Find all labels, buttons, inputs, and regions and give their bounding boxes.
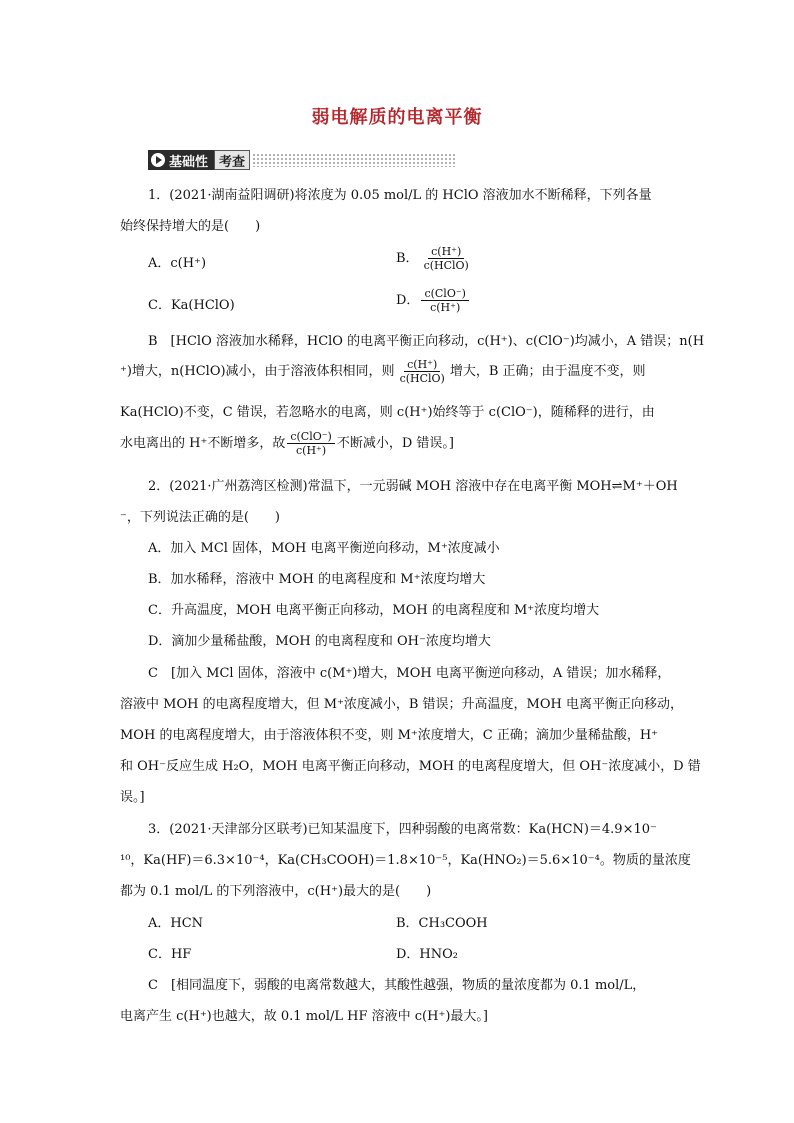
q1-answer-fraction-2 xyxy=(287,430,335,457)
play-icon xyxy=(151,153,165,167)
q3-option-a: A．HCN xyxy=(148,916,204,931)
q3-answer-line1: C [相同温度下，弱酸的电离常数越大，其酸性越强，物质的量浓度都为 0.1 mol/L， xyxy=(148,978,646,993)
q2-option-a: A．加入 MCl 固体，MOH 电离平衡逆向移动，M⁺浓度减小 xyxy=(148,541,500,556)
q1-answer-fraction-1 xyxy=(397,358,448,385)
q3-option-d: D．HNO₂ xyxy=(396,947,459,962)
q1-option-b-fraction xyxy=(421,245,472,272)
q3-option-b: B．CH₃COOH xyxy=(396,916,488,931)
banner-dot-pattern xyxy=(252,153,457,167)
q1-option-d-fraction xyxy=(421,287,469,314)
q1-option-d-label: D． xyxy=(396,292,420,308)
q2-option-c: C．升高温度，MOH 电离平衡正向移动，MOH 的电离程度和 M⁺浓度均增大 xyxy=(148,603,600,618)
q1-answer-line2 xyxy=(120,358,646,385)
banner-label-left xyxy=(148,150,214,170)
banner-left-text: 基础性 xyxy=(169,154,209,170)
q1-option-b xyxy=(396,245,474,272)
fraction-denominator: c(HClO) xyxy=(399,372,445,385)
page-title: 弱电解质的电离平衡 xyxy=(311,107,483,128)
q1-answer-line2-a: ⁺)增大，n(HClO)减小，由于溶液体积相同，则 xyxy=(120,363,395,379)
q1-answer-line3: Ka(HClO)不变，C 错误，若忽略水的电离，则 c(H⁺)始终等于 c(ClO⁻)，随稀释的进行，由 xyxy=(120,405,655,420)
q1-option-b-label: B． xyxy=(396,250,419,266)
q2-answer-line1: C [加入 MCl 固体，溶液中 c(M⁺)增大，MOH 电离平衡逆向移动，A 错误；加水稀释， xyxy=(148,666,671,681)
q2-stem-line2: ⁻，下列说法正确的是( ) xyxy=(120,510,281,525)
q3-option-c: C．HF xyxy=(148,947,192,962)
q3-answer-line2: 电离产生 c(H⁺)也越大，故 0.1 mol/L HF 溶液中 c(H⁺)最大。] xyxy=(120,1009,488,1024)
q2-answer-line3: MOH 的电离程度增大，由于溶液体积不变，则 M⁺浓度增大，C 正确；滴加少量稀盐酸，H⁺ xyxy=(120,728,659,743)
q1-answer-line2-b: 增大，B 正确；由于温度不变，则 xyxy=(449,363,646,379)
q3-stem-line3: 都为 0.1 mol/L 的下列溶液中，c(H⁺)最大的是( ) xyxy=(120,884,432,899)
q2-answer-line2: 溶液中 MOH 的电离程度增大，但 M⁺浓度减小，B 错误；升高温度，MOH 电离平衡正向移动， xyxy=(120,697,683,712)
q1-answer-line4-b: 不断减小，D 错误。] xyxy=(336,435,454,451)
q2-answer-line5: 误。] xyxy=(120,790,145,805)
q1-option-d xyxy=(396,287,471,314)
fraction-numerator: c(H⁺) xyxy=(404,358,440,372)
fraction-numerator: c(H⁺) xyxy=(428,245,464,259)
banner-label-right: 考查 xyxy=(214,150,250,170)
q2-option-d: D．滴加少量稀盐酸，MOH 的电离程度和 OH⁻浓度均增大 xyxy=(148,634,491,649)
q1-stem-line2: 始终保持增大的是( ) xyxy=(120,219,261,234)
q1-answer-line4 xyxy=(120,430,454,457)
q1-answer-line1: B [HClO 溶液加水稀释，HClO 的电离平衡正向移动，c(H⁺)、c(ClO⁻)均减小，A 错误；n(H xyxy=(148,334,705,349)
fraction-denominator: c(H⁺) xyxy=(430,301,461,314)
q1-option-a: A．c(H⁺) xyxy=(148,256,207,271)
q2-stem-line1: 2．(2021·广州荔湾区检测)常温下，一元弱碱 MOH 溶液中存在电离平衡 MOH⇌M⁺＋OH xyxy=(148,479,678,494)
q1-stem-line1: 1．(2021·湖南益阳调研)将浓度为 0.05 mol/L 的 HClO 溶液加水不断稀释，下列各量 xyxy=(148,188,652,203)
q1-answer-line4-a: 水电离出的 H⁺不断增多，故 xyxy=(120,435,286,451)
fraction-denominator: c(H⁺) xyxy=(296,444,327,457)
q3-stem-line1: 3．(2021·天津部分区联考)已知某温度下，四种弱酸的电离常数：Ka(HCN)＝4.9×10⁻ xyxy=(148,822,657,837)
q1-option-c: C．Ka(HClO) xyxy=(148,298,235,313)
fraction-numerator: c(ClO⁻) xyxy=(421,287,469,301)
fraction-denominator: c(HClO) xyxy=(423,259,469,272)
q2-option-b: B．加水稀释，溶液中 MOH 的电离程度和 M⁺浓度均增大 xyxy=(148,572,486,587)
section-banner xyxy=(148,150,457,170)
fraction-numerator: c(ClO⁻) xyxy=(287,430,335,444)
q2-answer-line4: 和 OH⁻反应生成 H₂O，MOH 电离平衡正向移动，MOH 的电离程度增大，但 OH⁻浓度减小，D 错 xyxy=(120,759,701,774)
q3-stem-line2: ¹⁰，Ka(HF)＝6.3×10⁻⁴，Ka(CH₃COOH)＝1.8×10⁻⁵，Ka(HNO₂)＝5.6×10⁻⁴。物质的量浓度 xyxy=(120,853,691,868)
